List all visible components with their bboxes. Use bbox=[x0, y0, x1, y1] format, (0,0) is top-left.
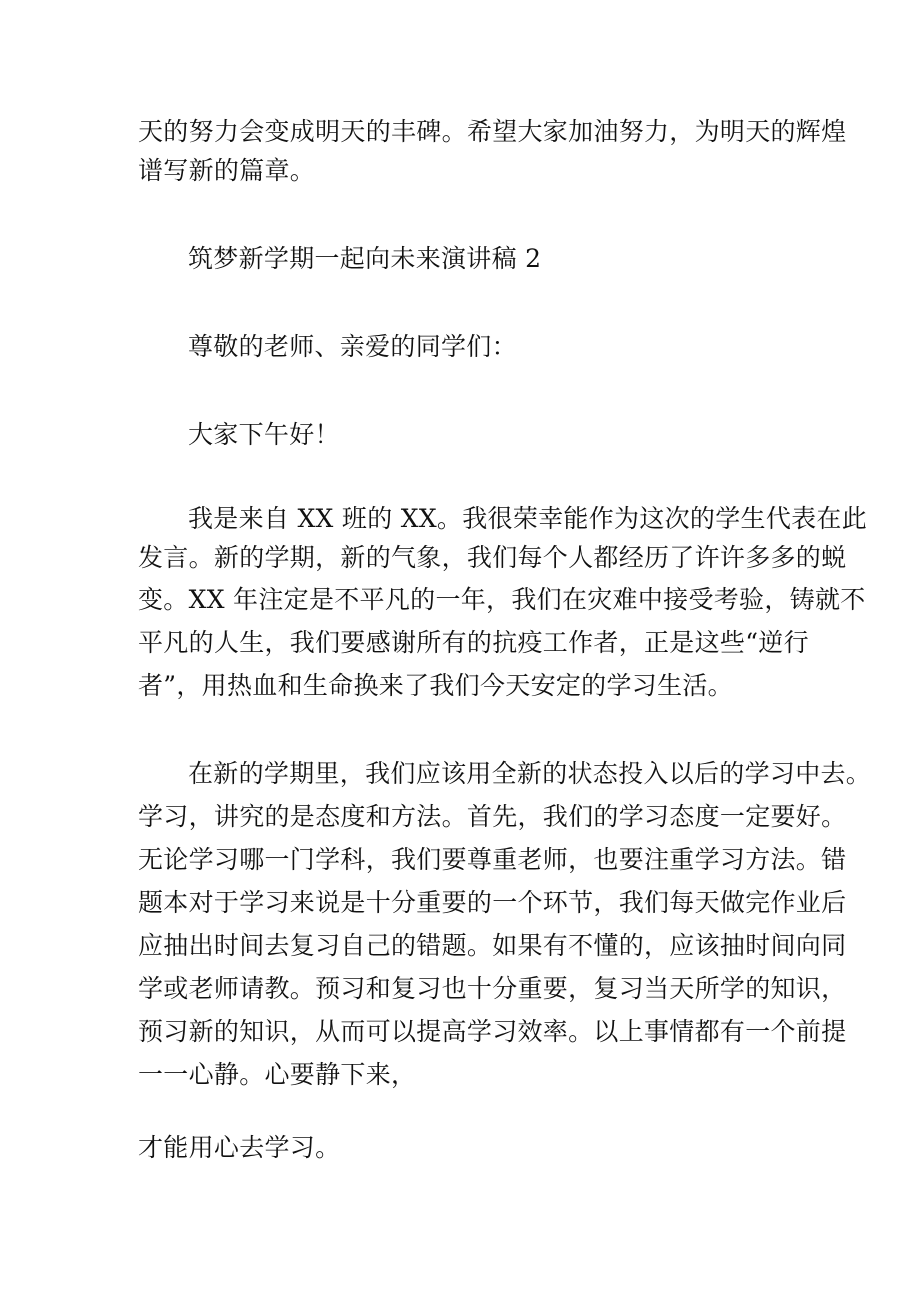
paragraph-line: 平凡的人生，我们要感谢所有的抗疫工作者，正是这些“逆行 bbox=[138, 628, 809, 657]
paragraph-line: 应抽出时间去复习自己的错题。如果有不懂的，应该抽时间向同 bbox=[138, 931, 847, 960]
paragraph-line: 变。XX 年注定是不平凡的一年，我们在灾难中接受考验，铸就不 bbox=[138, 585, 866, 614]
paragraph-line: 无论学习哪一门学科，我们要尊重老师，也要注重学习方法。错 bbox=[138, 845, 847, 874]
section-title: 筑梦新学期一起向未来演讲稿 2 bbox=[188, 244, 542, 273]
paragraph-line: 学或老师请教。预习和复习也十分重要，复习当天所学的知识， bbox=[138, 974, 847, 1003]
salutation: 尊敬的老师、亲爱的同学们： bbox=[188, 332, 517, 361]
paragraph-line: 才能用心去学习。 bbox=[138, 1133, 341, 1162]
text-line: 谱写新的篇章。 bbox=[138, 156, 316, 185]
paragraph-line: 预习新的知识，从而可以提高学习效率。以上事情都有一个前提 bbox=[138, 1017, 847, 1046]
paragraph-line: 我是来自 XX 班的 XX。我很荣幸能作为这次的学生代表在此 bbox=[188, 504, 868, 533]
paragraph-line: 学习，讲究的是态度和方法。首先，我们的学习态度一定要好。 bbox=[138, 802, 847, 831]
text-line: 天的努力会变成明天的丰碑。希望大家加油努力，为明天的辉煌 bbox=[138, 117, 847, 146]
paragraph-line: 发言。新的学期，新的气象，我们每个人都经历了许许多多的蜕 bbox=[138, 543, 847, 572]
paragraph-line: 者”，用热血和生命换来了我们今天安定的学习生活。 bbox=[138, 671, 733, 700]
paragraph-line: 一一心静。心要静下来， bbox=[138, 1060, 417, 1089]
greeting: 大家下午好！ bbox=[188, 420, 340, 449]
paragraph-line: 在新的学期里，我们应该用全新的状态投入以后的学习中去。 bbox=[188, 759, 872, 788]
paragraph-line: 题本对于学习来说是十分重要的一个环节，我们每天做完作业后 bbox=[138, 888, 847, 917]
